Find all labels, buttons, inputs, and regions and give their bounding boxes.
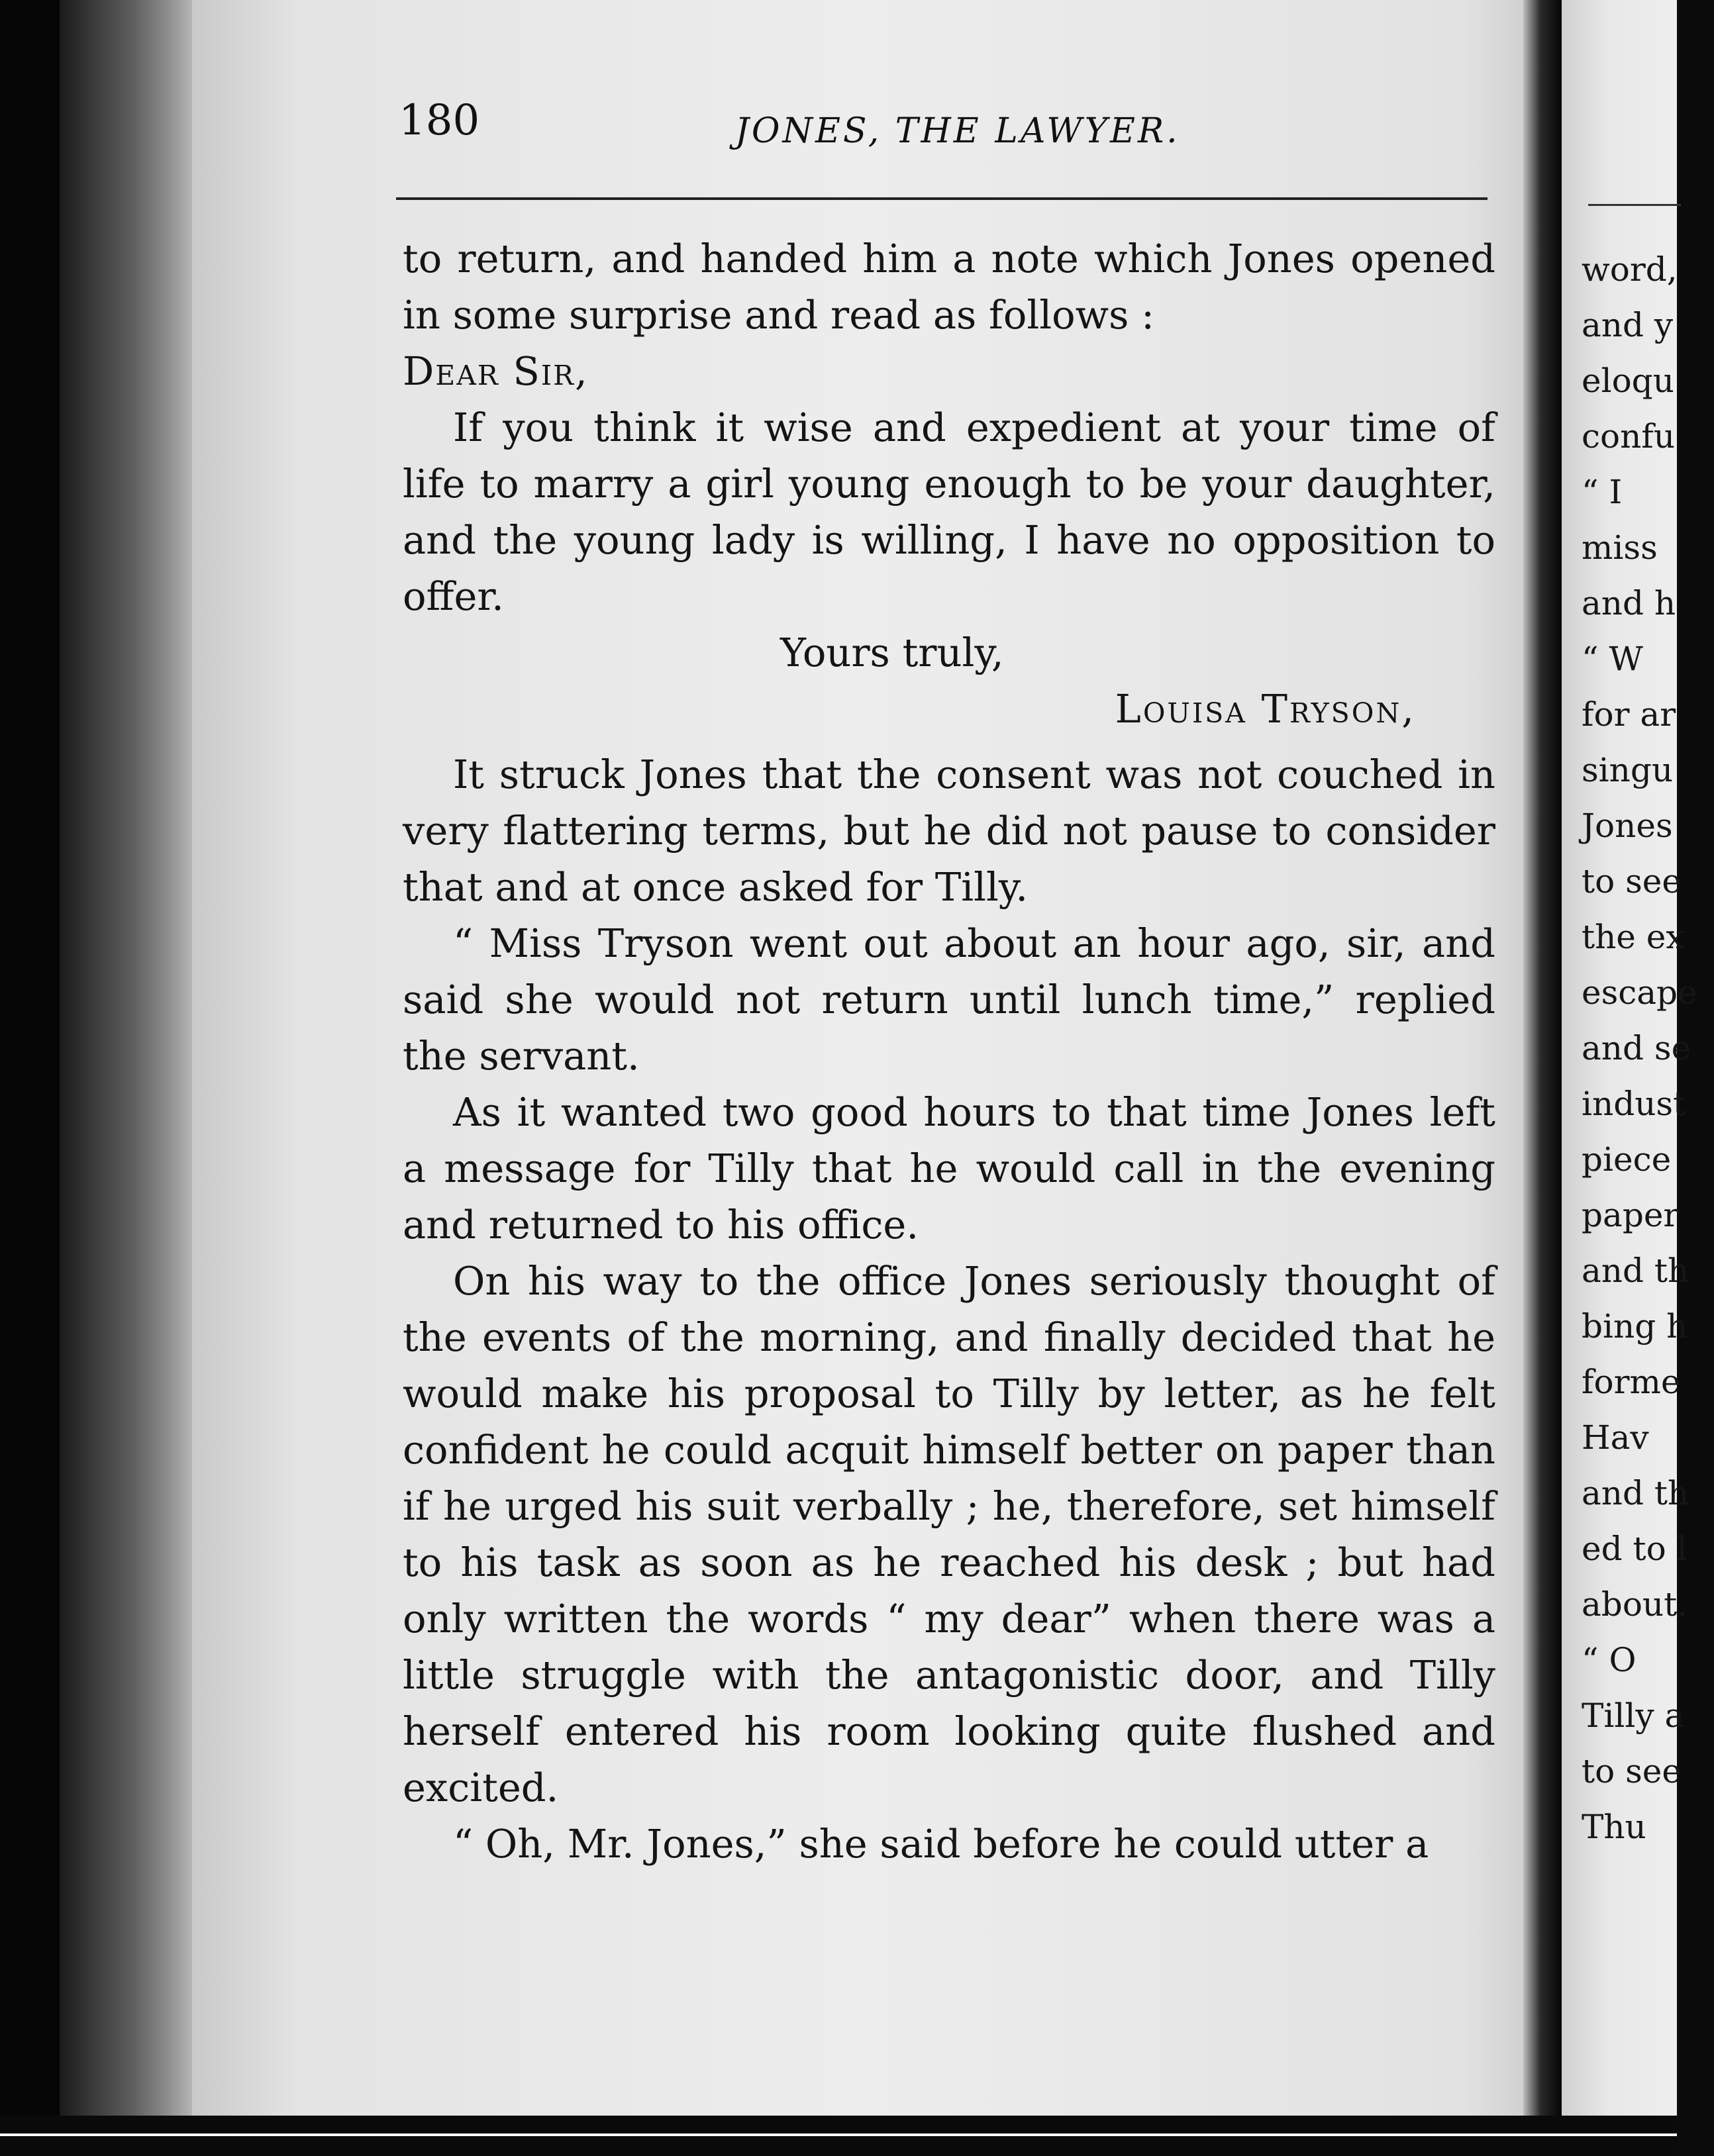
facing-page-text	[1582, 242, 1714, 1855]
facing-page-line: word,	[1582, 250, 1678, 289]
facing-page-line: bing h	[1582, 1307, 1688, 1346]
facing-page-line: and th	[1582, 1251, 1689, 1290]
scan-bottom-line	[0, 2133, 1677, 2136]
facing-page-rule	[1588, 204, 1681, 206]
paragraph: It struck Jones that the consent was not couched in very flattering terms, but he did not pause to consider that and at once asked for Tilly.	[403, 752, 1495, 910]
letter-closing: Yours truly,	[780, 630, 1004, 675]
book-gutter	[1523, 0, 1562, 2116]
facing-page-line: and th	[1582, 1474, 1689, 1512]
facing-page-line: to see	[1582, 862, 1682, 901]
facing-page-line: the ex	[1582, 918, 1685, 956]
facing-page-line: ed to l	[1582, 1530, 1688, 1568]
paragraph: As it wanted two good hours to that time Jones left a message for Tilly that he would call in the evening and returned to his office.	[403, 1089, 1495, 1248]
facing-page-line: Tilly a	[1582, 1696, 1685, 1735]
facing-page-line: forme	[1582, 1363, 1681, 1401]
paragraph: On his way to the office Jones seriously thought of the events of the morning, and finally decided that he would make his proposal to Tilly by letter, as he felt confident he could acquit himself better on paper than if he urged his suit verbally ; he, therefore, set himself to his task as soon as he reached his desk ; but had only written the words “ my dear” when there was a little struggle with the antagonistic door, and Tilly herself entered his room looking quite flushed and excited.	[403, 1258, 1495, 1810]
facing-page-line: Jones	[1582, 807, 1673, 845]
facing-page-line: miss	[1582, 528, 1658, 567]
paragraph: to return, and handed him a note which Jones opened in some surprise and read as follows :	[403, 236, 1495, 338]
facing-page-line: indust	[1582, 1085, 1687, 1123]
facing-page-line: and h	[1582, 584, 1676, 622]
facing-page-line: confu	[1582, 417, 1676, 456]
facing-page-line: to see	[1582, 1752, 1682, 1790]
facing-page-line: singu	[1582, 751, 1674, 789]
letter-body: If you think it wise and expedient at your time of life to marry a girl young enough to be your daughter, and the young lady is willing, I have no opposition to offer.	[403, 405, 1495, 619]
facing-page-line: and y	[1582, 306, 1674, 344]
facing-page-line: “ W	[1582, 640, 1643, 678]
paragraph: “ Miss Tryson went out about an hour ago, sir, and said she would not return until lunch time,” replied the servant.	[403, 920, 1495, 1079]
facing-page-line: eloqu	[1582, 362, 1674, 400]
facing-page-line: Hav	[1582, 1418, 1649, 1457]
header-rule	[396, 197, 1487, 200]
book-binding-edge	[60, 0, 192, 2116]
paragraph: “ Oh, Mr. Jones,” she said before he could utter a	[453, 1821, 1429, 1867]
facing-page-line: paper	[1582, 1196, 1680, 1234]
letter-salutation: Dear Sir,	[403, 348, 589, 394]
facing-page	[1562, 0, 1697, 2116]
page-number: 180	[399, 96, 480, 145]
facing-page-line: escape	[1582, 973, 1697, 1012]
facing-page-line: piece	[1582, 1140, 1672, 1179]
facing-page-line: “ I	[1582, 473, 1623, 511]
letter-signature: Louisa Tryson,	[1115, 686, 1416, 732]
facing-page-line: Thu	[1582, 1808, 1646, 1846]
facing-page-line: “ O	[1582, 1641, 1637, 1679]
running-title: JONES, THE LAWYER.	[735, 111, 1180, 151]
facing-page-line: about.	[1582, 1585, 1688, 1624]
facing-page-line: for ar	[1582, 695, 1676, 734]
facing-page-line: and se	[1582, 1029, 1691, 1067]
page-text	[403, 230, 1495, 1872]
